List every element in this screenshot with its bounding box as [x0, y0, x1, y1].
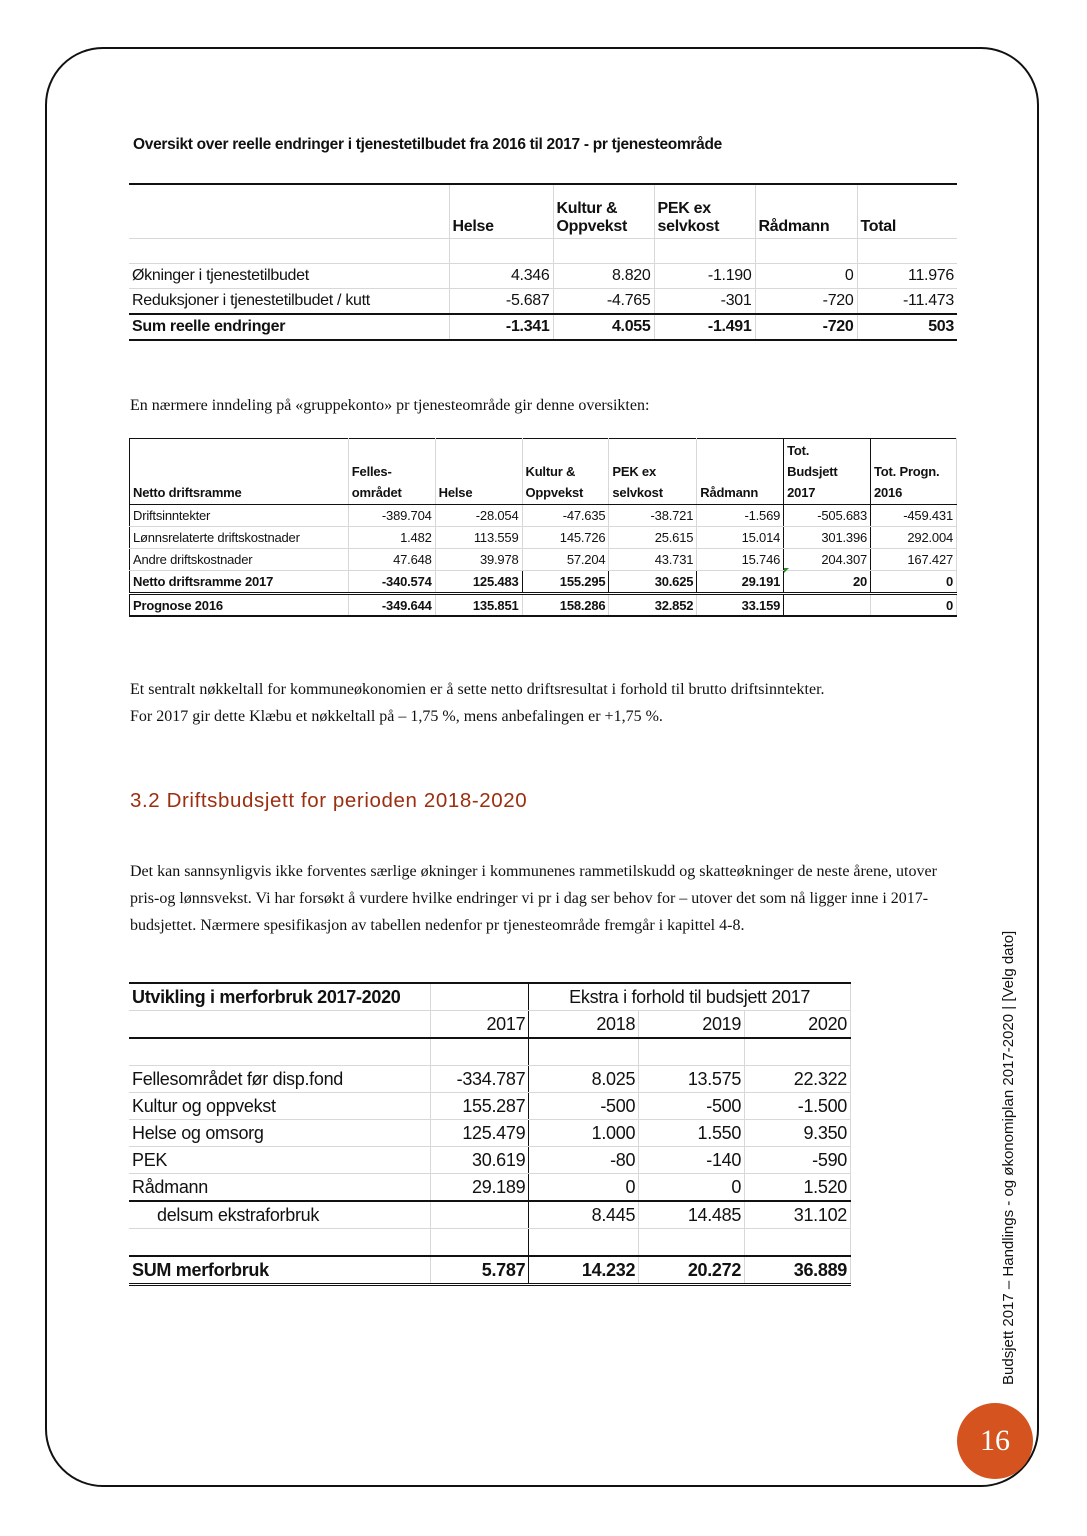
header-cell [129, 184, 449, 239]
table-title-row: Utvikling i merforbruk 2017-2020 Ekstra i forhold til budsjett 2017 [129, 983, 851, 1011]
intro-paragraph: En nærmere inndeling på «gruppekonto» pr tjenesteområde gir denne oversikten: [130, 397, 650, 414]
table-row: Fellesområdet før disp.fond -334.787 8.025 13.575 22.322 [129, 1066, 851, 1093]
header-cell: Helse [449, 184, 553, 239]
key-figure-paragraph: Et sentralt nøkkeltall for kommuneøkonomien er å sette netto driftsresultat i forhold til brutto driftsinntekter. For 2017 gir dette Klæbu et nøkkeltall på – 1,75 %, mens anbefalingen er +1,75 %. [130, 681, 825, 725]
header-cell: Rådmann [755, 184, 857, 239]
header-cell: Kultur & Oppvekst [553, 184, 654, 239]
header-cell: PEK ex selvkost [654, 184, 755, 239]
header-cell: Netto driftsramme [130, 439, 349, 505]
table-row: Økninger i tjenestetilbudet 4.346 8.820 -1.190 0 11.976 [129, 264, 957, 289]
table-forecast-row: Prognose 2016 -349.644 135.851 158.286 32.852 33.159 0 [130, 594, 957, 617]
overspending-table [129, 982, 851, 1286]
cell-comment-marker-icon [784, 568, 789, 573]
table-subtotal-row: delsum ekstraforbruk 8.445 14.485 31.102 [129, 1201, 851, 1229]
section-heading: 3.2 Driftsbudsjett for perioden 2018-2020 [130, 789, 528, 812]
header-cell: Kultur & Oppvekst [522, 439, 609, 505]
table-row: Lønnsrelaterte driftskostnader 1.482 113.559 145.726 25.615 15.014 301.396 292.004 [130, 527, 957, 549]
table-row: Andre driftskostnader 47.648 39.978 57.204 43.731 15.746 204.307 167.427 [130, 549, 957, 571]
header-cell: PEK ex selvkost [609, 439, 697, 505]
table-row-empty [129, 1038, 851, 1066]
table-row: Kultur og oppvekst 155.287 -500 -500 -1.500 [129, 1093, 851, 1120]
table-total-row: Netto driftsramme 2017 -340.574 125.483 155.295 30.625 29.191 20 0 [130, 571, 957, 594]
table-row: PEK 30.619 -80 -140 -590 [129, 1147, 851, 1174]
table-header-row [130, 439, 957, 505]
header-cell: Tot. Budsjett 2017 [784, 439, 871, 505]
header-cell: Helse [435, 439, 522, 505]
table-row-empty [129, 1229, 851, 1257]
page-number-badge: 16 [957, 1403, 1033, 1479]
table-row-empty [129, 239, 957, 264]
table-header-row [129, 184, 957, 239]
header-cell: Felles- området [348, 439, 435, 505]
table-row: Helse og omsorg 125.479 1.000 1.550 9.350 [129, 1120, 851, 1147]
body-paragraph: Det kan sannsynligvis ikke forventes særlige økninger i kommunenes rammetilskudd og skatteøkninger de neste årene, utover pris-og lønnsvekst. Vi har forsøkt å vurdere hvilke endringer vi pr i dag ser behov for – utover det som nå ligger inne i 2017-budsjettet. Nærmere spesifikasjon av tabellen nedenfor pr tjenesteområde fremgår i kapittel 4-8. [130, 863, 937, 934]
header-cell: Total [857, 184, 957, 239]
table-row: Rådmann 29.189 0 0 1.520 [129, 1174, 851, 1202]
table1-title: Oversikt over reelle endringer i tjenestetilbudet fra 2016 til 2017 - pr tjenesteområde [133, 136, 722, 153]
table-header-row: 2017 2018 2019 2020 [129, 1011, 851, 1039]
table-row: Driftsinntekter -389.704 -28.054 -47.635 -38.721 -1.569 -505.683 -459.431 [130, 505, 957, 527]
header-cell: Rådmann [697, 439, 784, 505]
running-footer-text: Budsjett 2017 – Handlings - og økonomiplan 2017-2020 | [Velg dato] [1000, 930, 1017, 1385]
net-operating-frame-table [129, 438, 957, 617]
header-cell: Tot. Progn. 2016 [871, 439, 957, 505]
service-changes-table [129, 183, 957, 341]
table-sum-row: Sum reelle endringer -1.341 4.055 -1.491 -720 503 [129, 314, 957, 340]
table-row: Reduksjoner i tjenestetilbudet / kutt -5.687 -4.765 -301 -720 -11.473 [129, 289, 957, 315]
table-sum-row: SUM merforbruk 5.787 14.232 20.272 36.889 [129, 1256, 851, 1285]
